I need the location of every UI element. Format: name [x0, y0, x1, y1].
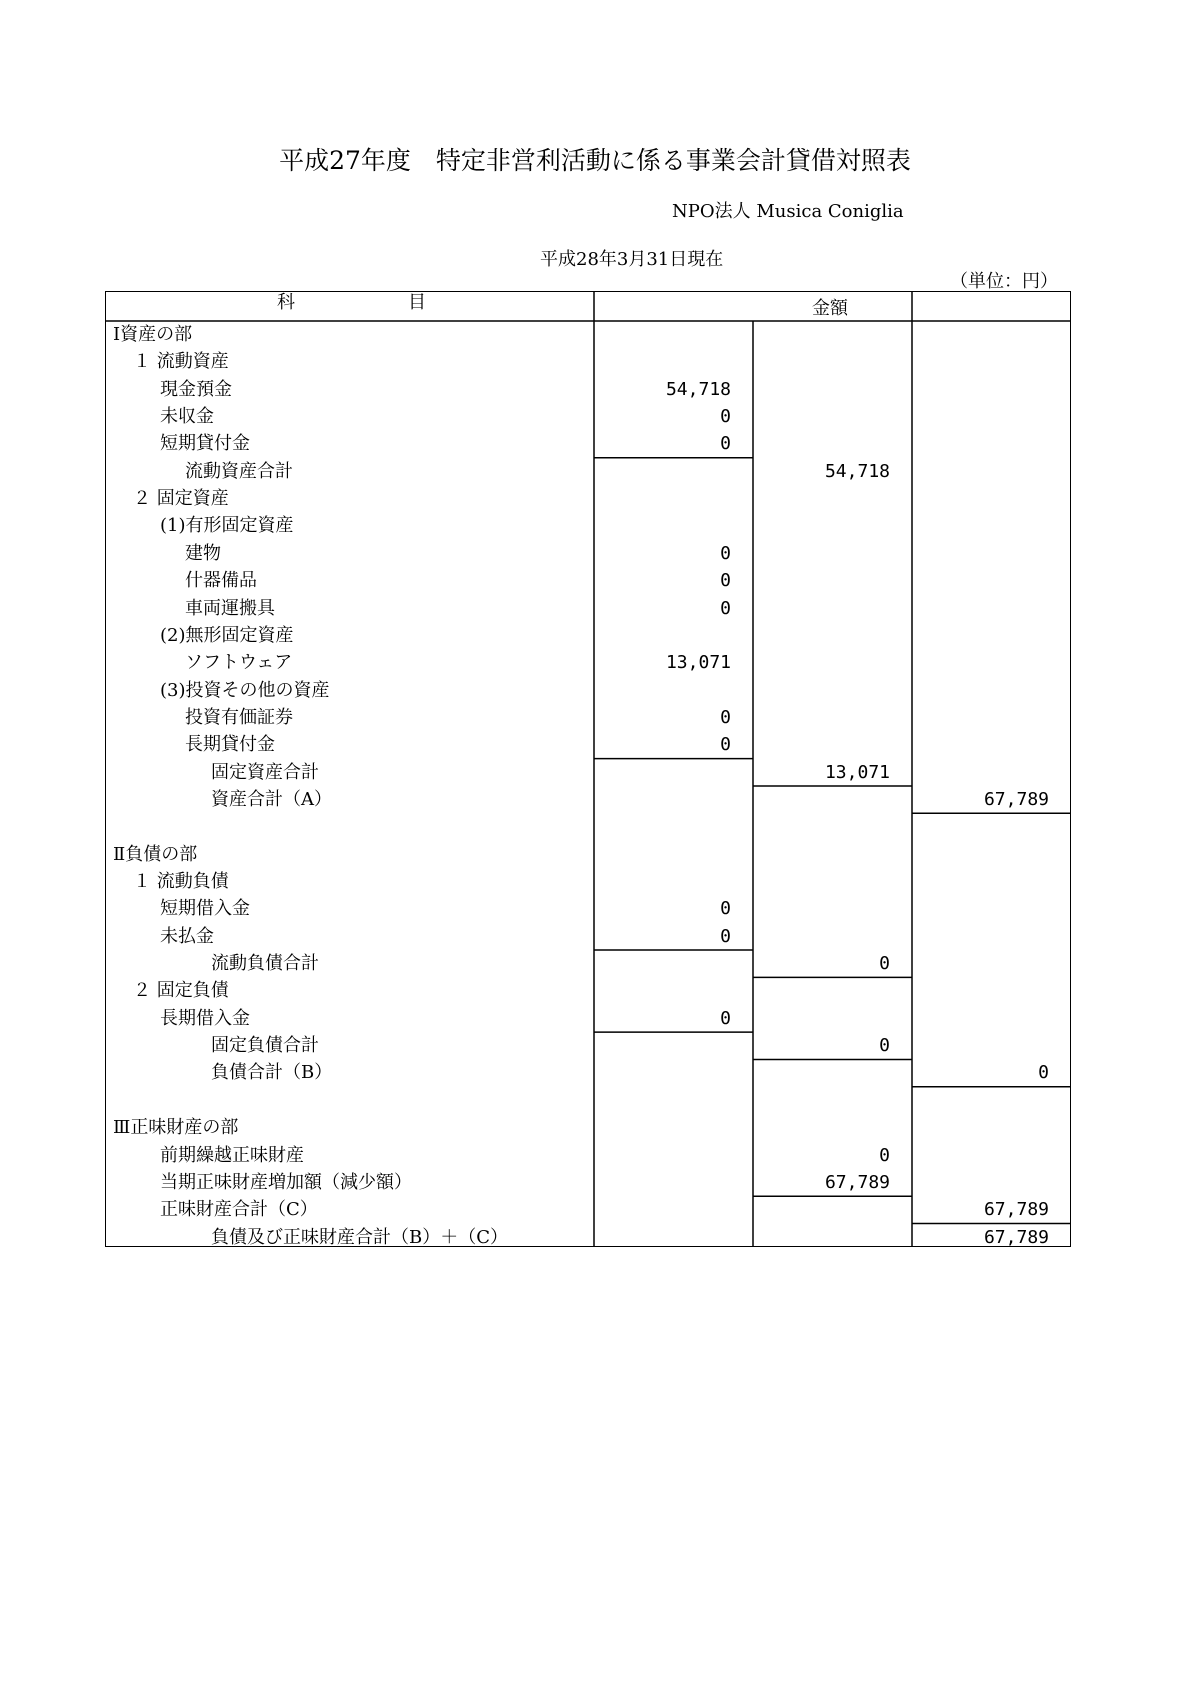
amount-c1 — [594, 786, 731, 813]
amount-c1: 0 — [720, 925, 731, 947]
amount-c2 — [753, 595, 890, 622]
row-label: 短期貸付金 — [160, 433, 250, 455]
amount-c3 — [912, 458, 1049, 485]
amount-c1 — [594, 1142, 731, 1169]
row-label: 車両運搬具 — [185, 597, 275, 619]
amount-c3 — [912, 923, 1049, 950]
amount-c2 — [753, 868, 890, 895]
as-of-date: 平成28年3月31日現在 — [540, 249, 724, 270]
amount-c2 — [753, 567, 890, 594]
row-label: 資産合計（A） — [211, 788, 332, 810]
document-title: 平成27年度 特定非営利活動に係る事業会計貸借対照表 — [279, 146, 911, 175]
amount-c2 — [753, 1224, 890, 1251]
amount-c1 — [594, 950, 731, 977]
unit-label: （単位：円） — [950, 271, 1058, 292]
amount-c3 — [912, 430, 1049, 457]
amount-c3 — [912, 677, 1049, 704]
amount-c2 — [753, 1087, 890, 1114]
row-label: 長期貸付金 — [185, 734, 275, 756]
amount-c3 — [912, 731, 1049, 758]
amount-c2: 54,718 — [824, 460, 890, 482]
amount-c2 — [753, 540, 890, 567]
amount-c1 — [594, 1087, 731, 1114]
amount-c1 — [594, 458, 731, 485]
amount-c3 — [912, 649, 1049, 676]
amount-c3 — [912, 1087, 1049, 1114]
amount-c3 — [912, 485, 1049, 512]
amount-c2 — [753, 923, 890, 950]
row-label: 建物 — [185, 542, 221, 564]
row-label: 当期正味財産増加額（減少額） — [160, 1171, 412, 1193]
amount-c2 — [753, 649, 890, 676]
amount-c1: 0 — [720, 597, 731, 619]
amount-c2 — [753, 485, 890, 512]
amount-c3 — [912, 950, 1049, 977]
amount-c3 — [912, 348, 1049, 375]
amount-c1: 0 — [720, 406, 731, 428]
amount-c1 — [594, 622, 731, 649]
amount-c1: 13,071 — [665, 652, 731, 674]
amount-c1 — [594, 348, 731, 375]
amount-c1 — [594, 512, 731, 539]
amount-c2 — [753, 348, 890, 375]
header-subject-1: 科 — [277, 292, 295, 313]
amount-c1 — [594, 677, 731, 704]
amount-c1 — [594, 1169, 731, 1196]
amount-c2: 13,071 — [824, 761, 890, 783]
row-label: (2)無形固定資産 — [160, 624, 294, 646]
amount-c2 — [753, 376, 890, 403]
amount-c2 — [753, 786, 890, 813]
amount-c2 — [753, 895, 890, 922]
amount-c2 — [753, 677, 890, 704]
organization-name: NPO法人 Musica Coniglia — [672, 201, 904, 222]
amount-c2 — [753, 1196, 890, 1223]
amount-c2 — [753, 841, 890, 868]
amount-c3: 67,789 — [983, 1199, 1049, 1221]
row-label: 負債及び正味財産合計（B）＋（C） — [211, 1226, 508, 1248]
amount-c3 — [912, 895, 1049, 922]
row-label: 固定負債合計 — [211, 1035, 319, 1057]
row-label: １ 流動負債 — [133, 871, 229, 892]
amount-c3 — [912, 321, 1049, 348]
amount-c1 — [594, 1114, 731, 1141]
amount-c3 — [912, 540, 1049, 567]
amount-c2 — [753, 321, 890, 348]
amount-c2 — [753, 1059, 890, 1086]
amount-c1 — [594, 1059, 731, 1086]
row-label: 長期借入金 — [160, 1007, 250, 1029]
amount-c1: 0 — [720, 433, 731, 455]
amount-c3 — [912, 376, 1049, 403]
amount-c1 — [594, 868, 731, 895]
amount-c2 — [753, 1114, 890, 1141]
amount-c3 — [912, 1169, 1049, 1196]
amount-c2 — [753, 622, 890, 649]
amount-c2 — [753, 403, 890, 430]
amount-c1 — [594, 759, 731, 786]
amount-c3 — [912, 622, 1049, 649]
row-label: ２ 固定負債 — [133, 980, 229, 1002]
amount-c3 — [912, 1142, 1049, 1169]
row-label: 前期繰越正味財産 — [160, 1144, 304, 1166]
amount-c1 — [594, 813, 731, 840]
row-label: 正味財産合計（C） — [160, 1199, 318, 1221]
amount-c2: 67,789 — [824, 1171, 890, 1193]
amount-c3 — [912, 403, 1049, 430]
amount-c3 — [912, 868, 1049, 895]
row-label: 流動資産合計 — [185, 460, 293, 482]
amount-c1 — [594, 321, 731, 348]
amount-c3 — [912, 1114, 1049, 1141]
row-label: 流動負債合計 — [211, 953, 319, 975]
row-label: １ 流動資産 — [133, 351, 229, 373]
row-label: 投資有価証券 — [185, 706, 293, 728]
amount-c1 — [594, 1224, 731, 1251]
amount-c3: 0 — [1038, 1062, 1049, 1084]
row-label: 負債合計（B） — [211, 1062, 333, 1084]
amount-c3 — [912, 704, 1049, 731]
amount-c3 — [912, 841, 1049, 868]
row-label: 什器備品 — [185, 570, 257, 592]
amount-c2 — [753, 731, 890, 758]
row-label: 短期借入金 — [160, 898, 250, 920]
amount-c2 — [753, 1005, 890, 1032]
amount-c1: 0 — [720, 570, 731, 592]
amount-c1: 0 — [720, 542, 731, 564]
row-label: 現金預金 — [160, 378, 232, 400]
amount-c1: 54,718 — [665, 378, 731, 400]
row-label: ソフトウェア — [185, 652, 293, 674]
amount-c3: 67,789 — [983, 1226, 1049, 1248]
row-label: Ⅰ資産の部 — [113, 324, 193, 345]
amount-c2 — [753, 813, 890, 840]
header-amount: 金額 — [812, 298, 848, 319]
amount-c3 — [912, 595, 1049, 622]
amount-c3 — [912, 1005, 1049, 1032]
row-label: Ⅲ正味財産の部 — [113, 1117, 239, 1139]
amount-c2 — [753, 512, 890, 539]
amount-c2: 0 — [879, 1144, 890, 1166]
amount-c3 — [912, 512, 1049, 539]
amount-c3: 67,789 — [983, 788, 1049, 810]
amount-c1 — [594, 1032, 731, 1059]
amount-c3 — [912, 567, 1049, 594]
amount-c1: 0 — [720, 734, 731, 756]
amount-c1 — [594, 485, 731, 512]
row-label: (3)投資その他の資産 — [160, 679, 330, 701]
amount-c1 — [594, 841, 731, 868]
amount-c2 — [753, 430, 890, 457]
row-label: (1)有形固定資産 — [160, 515, 294, 537]
amount-c3 — [912, 813, 1049, 840]
amount-c2: 0 — [879, 953, 890, 975]
row-label: ２ 固定資産 — [133, 488, 229, 510]
row-label: 未収金 — [160, 406, 214, 428]
row-label: 固定資産合計 — [211, 761, 319, 783]
amount-c3 — [912, 759, 1049, 786]
amount-c2: 0 — [879, 1035, 890, 1057]
balance-sheet-table — [105, 291, 1071, 1247]
amount-c3 — [912, 1032, 1049, 1059]
amount-c2 — [753, 977, 890, 1004]
amount-c1 — [594, 1196, 731, 1223]
amount-c1: 0 — [720, 1007, 731, 1029]
header-subject-2: 目 — [408, 292, 426, 313]
amount-c3 — [912, 977, 1049, 1004]
row-label: 未払金 — [160, 925, 214, 947]
amount-c1: 0 — [720, 706, 731, 728]
amount-c2 — [753, 704, 890, 731]
amount-c1 — [594, 977, 731, 1004]
row-label: Ⅱ負債の部 — [113, 843, 198, 865]
amount-c1: 0 — [720, 898, 731, 920]
